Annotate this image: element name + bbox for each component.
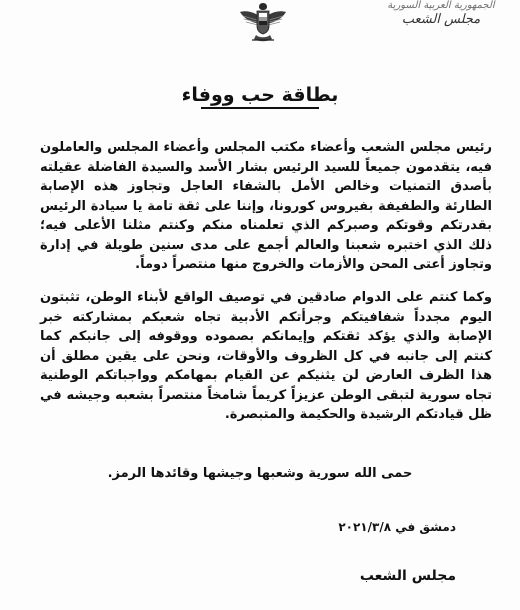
body-paragraph-2: وكما كنتم على الدوام صادقين في توصيف الواقع لأبناء الوطن، تثبتون اليوم مجدداً شفافيتكم وجرأتكم الأدبية تجاه شعبكم بمشاركته خبر الإصابة والذي يؤكد ثقتكم وإيمانكم بصموده ووقوفه إلى جانبكم كما كنتم إلى جانبه في كل الظروف والأوقات، ونحن على يقين مطلق أن هذا الظرف العارض لن يثنيكم عن القيام بمهامكم وواجباتكم الوطنية تجاه سورية لتبقى الوطن عزيزاً كريماً شامخاً منتصراً بشعبه وجيشه في ظل قيادتكم الرشيدة والحكيمة والمتبصرة. (40, 290, 492, 422)
title-underline (201, 107, 319, 109)
closing-line: حمى الله سورية وشعبها وجيشها وقائدها الرمز. (107, 466, 413, 481)
document-title: بطاقة حب ووفاء (181, 84, 339, 106)
signature-block: مجلس الشعب (359, 568, 456, 584)
letterhead-institution: مجلس الشعب (401, 12, 481, 27)
letterhead (376, 0, 506, 36)
syrian-eagle-emblem-icon (236, 0, 290, 44)
document-date: دمشق في ٢٠٢١/٣/٨ (338, 520, 456, 534)
letterhead-top-line: الجمهورية العربية السورية (387, 0, 495, 11)
body-paragraph-1: رئيس مجلس الشعب وأعضاء مكتب المجلس وأعضاء المجلس والعاملون فيه، يتقدمون جميعاً للسيد الرئيس بشار الأسد والسيدة الفاضلة عقيلته بأصدق التمنيات وخالص الأمل بالشفاء العاجل وتجاوز هذه الإصابة الطارئة والطفيفة بفيروس كورونا، وإننا على ثقة تامة يا سيادة الرئيس بقدرتكم وقوتكم وصبركم الذي تعلمناه منكم وكنتم مثلنا الأعلى فيه؛ ذلك الذي اختبره شعبنا والعالم أجمع على مدى سنين طويلة في إدارة وتجاوز أعتى المحن والأزمات والخروج منها منتصراً دوماً. (40, 140, 492, 272)
